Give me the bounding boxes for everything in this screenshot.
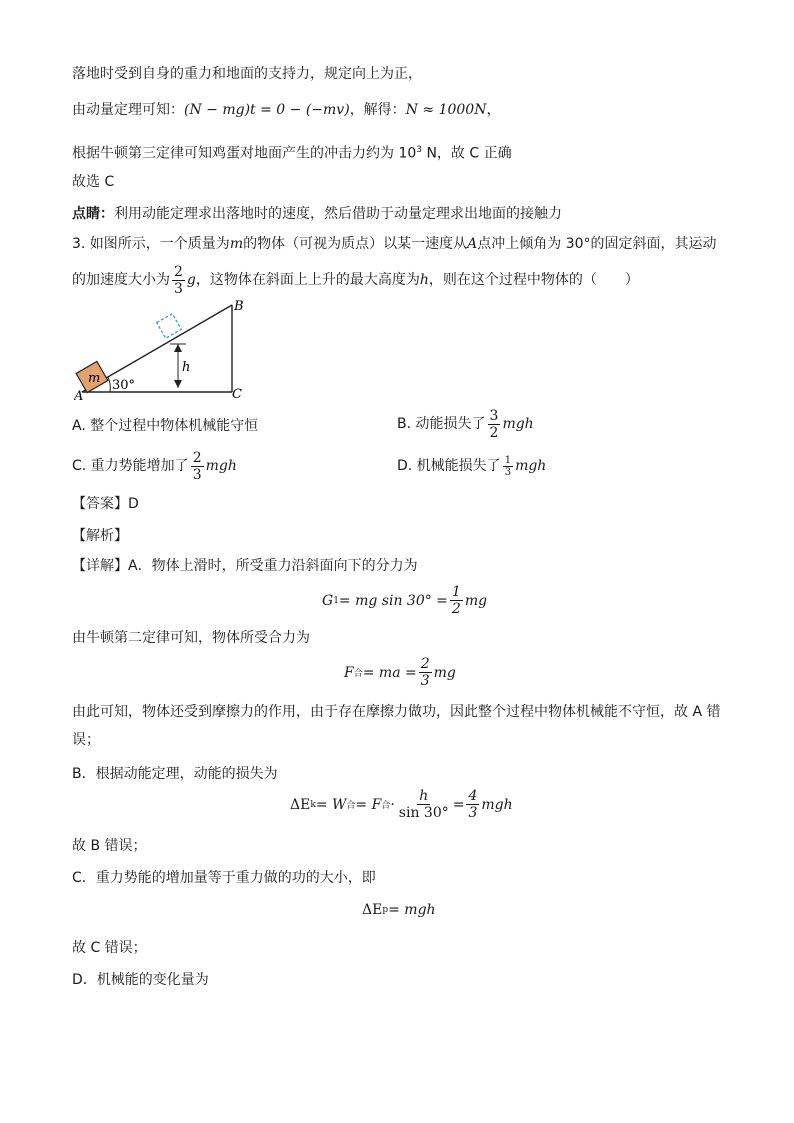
detail-line-c1: C．重力势能的增加量等于重力做的功的大小，即 <box>72 870 376 886</box>
momentum-theorem-prefix: 由动量定理可知： <box>72 102 184 118</box>
eq1-num: 1 <box>451 584 461 600</box>
eq3-mgh: mgh <box>481 796 513 813</box>
momentum-equation: (N − mg)t = 0 − (−mv) <box>184 102 350 118</box>
detail-line-b2: 故 B 错误； <box>72 838 147 854</box>
option-c-fraction <box>191 450 204 483</box>
q3-point-a: A <box>467 236 478 252</box>
tip-line <box>72 204 562 224</box>
q3-text-d: 的加速度大小为 <box>72 272 170 288</box>
comma: ， <box>486 102 501 118</box>
eq3-num1: h <box>419 788 429 804</box>
eq4-delta-e: ΔE <box>362 902 383 918</box>
tip-label: 点睛： <box>72 206 114 222</box>
eq3-dot: · <box>390 796 395 813</box>
text-line-2 <box>72 100 500 120</box>
eq1-g: G <box>322 592 334 609</box>
option-c <box>72 448 237 484</box>
solve-prefix: ，解得： <box>349 102 406 118</box>
eq3-delta-e: ΔE <box>290 796 311 813</box>
height-arrow-up-icon <box>174 344 182 352</box>
height-arrow-down-icon <box>174 380 182 388</box>
option-c-text: C. 重力势能增加了 <box>72 458 189 474</box>
third-law-text: 根据牛顿第三定律可知鸡蛋对地面产生的冲击力约为 10 <box>72 145 417 162</box>
q3-frac-num: 2 <box>174 263 183 280</box>
eq2-num: 2 <box>420 656 430 672</box>
height-label: h <box>182 360 191 375</box>
option-d <box>397 450 546 482</box>
detail-line-c2: 故 C 错误； <box>72 940 147 956</box>
answer-label: 【答案】 <box>72 496 128 512</box>
answer-value: D <box>128 496 139 512</box>
eq3-den1: sin 30° <box>398 805 449 821</box>
q3-g-symbol: g <box>186 272 196 288</box>
eq2-sub: 合 <box>353 669 363 679</box>
detail-a1-text: A．物体上滑时，所受重力沿斜面向下的分力为 <box>128 558 418 574</box>
text-line-1: 落地时受到自身的重力和地面的支持力，规定向上为正， <box>72 66 422 82</box>
q3-fraction <box>172 264 185 297</box>
question-3-line-2 <box>72 262 639 298</box>
eq1-sub: 1 <box>333 595 339 606</box>
eq4-sub: p <box>382 905 389 915</box>
q3-text-b: 的物体（可视为质点）以某一速度从 <box>243 236 468 252</box>
option-a: A. 整个过程中物体机械能守恒 <box>72 418 259 434</box>
answer-line <box>72 494 139 514</box>
option-b-text: B. 动能损失了 <box>397 416 486 432</box>
detail-line-a2: 由牛顿第二定律可知，物体所受合力为 <box>72 630 310 646</box>
q3-text-c: 点冲上倾角为 30°的固定斜面，其运动 <box>477 236 717 252</box>
detail-line-d1: D．机械能的变化量为 <box>72 972 209 988</box>
exponent: 3 <box>416 145 422 155</box>
q3-h-symbol: h <box>419 272 429 288</box>
eq2-fraction <box>419 656 432 689</box>
eq3-sub-he1: 合 <box>346 801 356 811</box>
detail-label: 【详解】 <box>72 558 128 574</box>
detail-line-a3: 由此可知，物体还受到摩擦力的作用，由于存在摩擦力做功，因此整个过程中物体机械能不守恒，故 A 错 <box>72 704 721 720</box>
eq3-equals: = <box>452 796 465 813</box>
option-d-num: 1 <box>504 454 512 466</box>
option-d-fraction <box>503 455 513 478</box>
dashed-block-top <box>157 314 182 339</box>
option-b-den: 2 <box>489 424 499 441</box>
detail-line-a1 <box>72 556 418 576</box>
equation-3 <box>290 788 513 821</box>
q3-text-a: 3. 如图所示，一个质量为 <box>72 236 230 252</box>
point-b-label: B <box>234 300 244 314</box>
equation-2 <box>344 656 456 689</box>
eq3-sub-k: k <box>310 799 316 810</box>
angle-arc <box>108 377 110 392</box>
equation-1 <box>322 584 487 617</box>
eq2-rhs: mg <box>433 664 456 681</box>
eq3-fraction-2 <box>466 788 479 821</box>
eq3-num2: 4 <box>468 788 478 804</box>
incline-diagram <box>74 300 254 400</box>
option-d-den: 3 <box>504 466 512 478</box>
eq1-fraction <box>450 584 463 617</box>
option-d-text: D. 机械能损失了 <box>397 458 501 474</box>
eq2-den: 3 <box>420 673 430 689</box>
eq1-rhs: mg <box>464 592 488 609</box>
eq2-mid: = ma = <box>362 664 417 681</box>
eq3-den2: 3 <box>468 805 478 821</box>
q3-mass-symbol: m <box>229 236 244 252</box>
option-b-num: 3 <box>489 407 499 424</box>
eq1-mid: = mg sin 30° = <box>338 592 448 609</box>
point-c-label: C <box>232 387 242 400</box>
third-law-suffix: N，故 C 正确 <box>422 145 512 162</box>
eq3-w: = W <box>315 796 347 813</box>
option-b-fraction <box>488 408 501 441</box>
eq3-sub-he2: 合 <box>381 801 391 811</box>
q3-text-e: ，这物体在斜面上上升的最大高度为 <box>195 272 420 288</box>
equation-4 <box>362 902 436 918</box>
question-3-line-1 <box>72 234 716 254</box>
angle-label: 30° <box>112 378 136 393</box>
detail-line-a4: 误； <box>72 732 100 748</box>
option-d-mgh: mgh <box>515 458 547 474</box>
tip-text: 利用动能定理求出落地时的速度，然后借助于动量定理求出地面的接触力 <box>114 206 562 222</box>
analysis-label: 【解析】 <box>72 528 128 544</box>
eq3-f: = F <box>355 796 382 813</box>
option-b <box>397 406 534 442</box>
option-c-mgh: mgh <box>205 458 237 474</box>
eq4-rhs: = mgh <box>388 902 436 918</box>
text-line-3 <box>72 140 512 164</box>
eq1-den: 2 <box>451 601 461 617</box>
detail-line-b1: B．根据动能定理，动能的损失为 <box>72 766 278 782</box>
q3-frac-den: 3 <box>174 280 183 297</box>
eq2-f: F <box>344 664 354 681</box>
point-a-label: A <box>74 389 84 400</box>
normal-force-result: N ≈ 1000N <box>405 102 487 118</box>
option-c-den: 3 <box>192 466 202 483</box>
block-mass-label: m <box>88 371 101 386</box>
option-b-mgh: mgh <box>502 416 534 432</box>
eq3-fraction-1 <box>397 788 451 821</box>
q3-text-f: ，则在这个过程中物体的（ ） <box>428 272 639 288</box>
option-c-num: 2 <box>192 449 202 466</box>
text-line-4: 故选 C <box>72 174 115 190</box>
